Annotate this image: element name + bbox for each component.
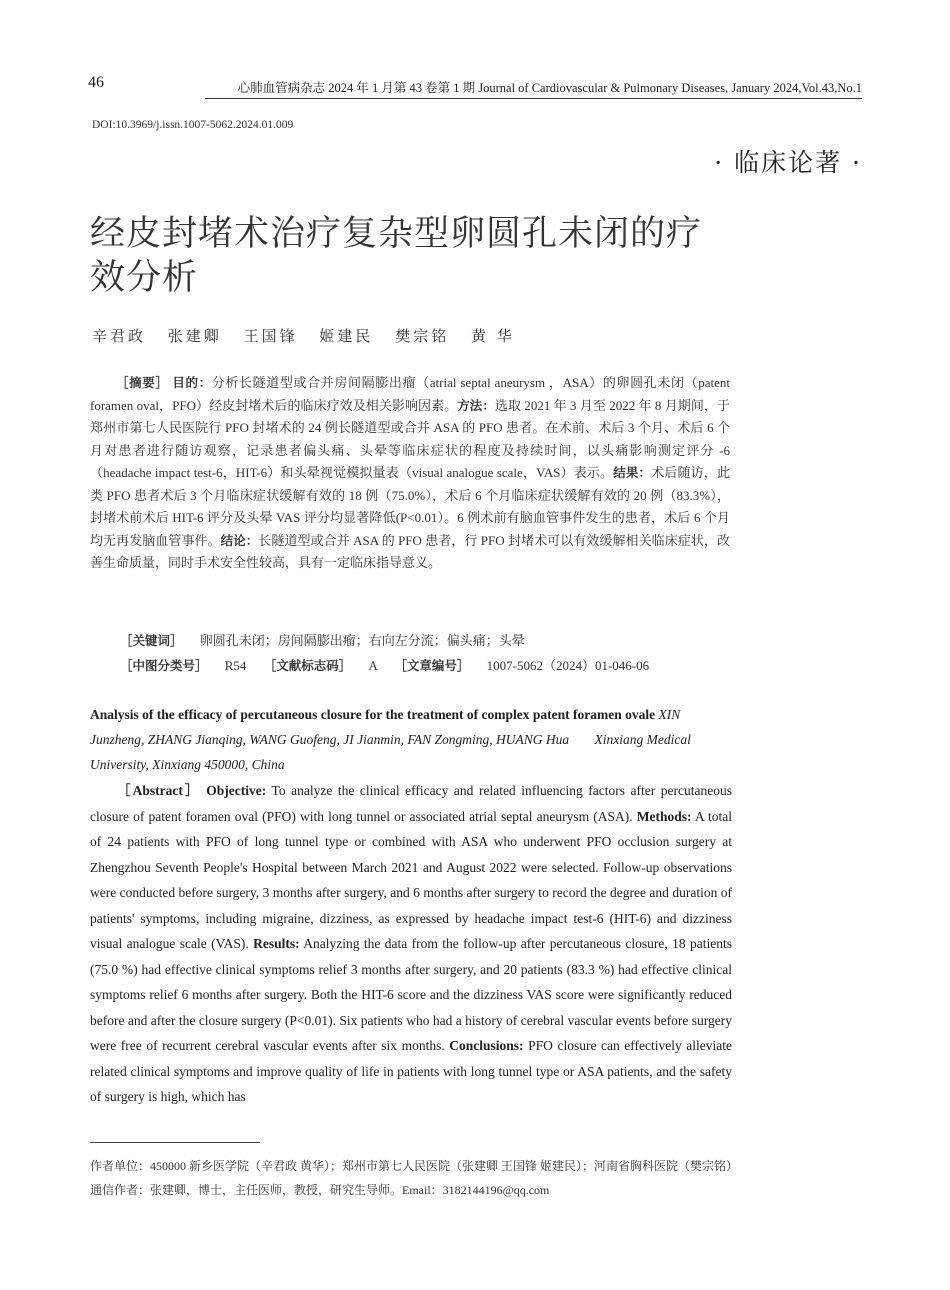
english-title: Analysis of the efficacy of percutaneous closure for the treatment of complex patent foramen ovale	[90, 707, 656, 722]
author: 张建卿	[167, 327, 222, 345]
abstract-label: ［摘要］	[116, 375, 169, 390]
author: 黄 华	[470, 327, 515, 345]
english-results-text: Analyzing the data from the follow-up after percutaneous closure, 18 patients (75.0 %) had effective clinical symptoms relief 3 months after surgery, and 20 patients (83.3 %) had effective clinical symptoms relief 6 months after surgery. Both the HIT-6 score and the dizziness VAS score were significantly reduced before and after the closure surgery (P<0.01). Six patients who had a history of cerebral vascular events before surgery were free of recurrent cerebral vascular events after six months.	[90, 936, 733, 1053]
objective-text: 分析长隧道型或合并房间隔膨出瘤（atrial septal aneurysm ，ASA）的卵圆孔未闭（patent foramen oval，PFO）经皮封堵术后的临床疗效及相关影响因素。	[90, 375, 730, 413]
objective-label: 目的：	[172, 375, 212, 390]
author: 王国锋	[243, 327, 298, 345]
english-methods-text: A total of 24 patients with PFO of long tunnel type or combined with ASA who underwent PFO occlusion surgery at Zhengzhou Seventh People's Hospital between March 2021 and August 2022 were selected. Follow-up observations were conducted before surgery, 3 months after surgery, and 6 months after surgery to record the degree and duration of patients' symptoms, including migraine, dizziness, as expressed by headache impact test-6 (HIT-6) and dizziness visual analogue scale (VAS).	[90, 808, 733, 951]
keywords-value: 卵圆孔未闭；房间隔膨出瘤；右向左分流；偏头痛；头晕	[199, 633, 525, 648]
footnote-affiliations: 作者单位：450000 新乡医学院（辛君政 黄华）；郑州市第七人民医院（张建卿 王国锋 姬建民）；河南省胸科医院（樊宗铭）	[90, 1159, 739, 1173]
conclusions-label: 结论：	[220, 532, 259, 548]
article-no-value: 1007-5062（2024）01-046-06	[486, 658, 650, 673]
section-label: · 临床论著 ·	[714, 148, 862, 177]
page-number: 46	[88, 74, 104, 91]
english-abstract-label: ［Abstract］	[117, 783, 201, 798]
doc-code-value: A	[368, 658, 378, 673]
footnote-divider	[90, 1142, 260, 1143]
english-objective-label: Objective:	[206, 783, 267, 798]
clc-value: R54	[224, 658, 247, 673]
abstract-english	[90, 778, 732, 1110]
keywords-line	[120, 630, 525, 649]
footnote-corresponding-author: 通信作者：张建卿，博士，主任医师，教授，研究生导师。Email：3182144196@qq.com	[90, 1183, 550, 1197]
clc-label: ［中图分类号］	[120, 658, 208, 673]
author: 樊宗铭	[395, 327, 450, 345]
abstract-chinese	[90, 372, 730, 575]
author: 辛君政	[92, 327, 147, 345]
results-text: 术后随访，此类 PFO 患者术后 3 个月临床症状缓解有效的 18 例（75.0%），术后 6 个月临床症状缓解有效的 20 例（83.3%），封堵术前术后 HIT-6 评分及头晕 VAS 评分均显著降低(P<0.01）。6 例术前有脑血管事件发生的患者，术后 6 个月均无再发脑血管事件。	[90, 465, 730, 548]
author-list	[92, 325, 529, 346]
english-objective-text: To analyze the clinical efficacy and related influencing factors after percutaneous closure of patent foramen oval (PFO) with long tunnel or associated atrial septal aneurysm (ASA).	[90, 783, 732, 824]
english-authors: XIN Junzheng, ZHANG Jianqing, WANG Guofeng, JI Jianmin, FAN Zongming, HUANG Hua	[90, 707, 681, 747]
results-label: 结果：	[613, 465, 652, 480]
doi[interactable]: DOI:10.3969/j.issn.1007-5062.2024.01.009	[92, 119, 294, 131]
conclusions-text: 长隧道型或合并 ASA 的 PFO 患者，行 PFO 封堵术可以有效缓解相关临床症状，改善生命质量，同时手术安全性较高，具有一定临床指导意义。	[90, 532, 730, 570]
article-no-label: ［文章编号］	[394, 658, 470, 673]
running-header: 心肺血管病杂志 2024 年 1 月第 43 卷第 1 期 Journal of Cardiovascular & Pulmonary Diseases, January 2024,Vol.43,No.1	[205, 78, 862, 99]
doc-code-label: ［文献标志码］	[263, 658, 352, 673]
english-title-block	[90, 702, 732, 777]
english-results-label: Results:	[253, 936, 300, 951]
author: 姬建民	[319, 327, 374, 345]
article-title: 经皮封堵术治疗复杂型卵圆孔未闭的疗效分析	[90, 214, 703, 298]
classification-line	[120, 655, 649, 674]
english-conclusions-label: Conclusions:	[449, 1038, 524, 1053]
english-methods-label: Methods:	[636, 808, 692, 824]
english-affiliation: Xinxiang Medical University, Xinxiang 450000, China	[90, 732, 691, 772]
methods-text: 选取 2021 年 3 月至 2022 年 8 月期间，于郑州市第七人民医院行 PFO 封堵术的 24 例长隧道型或合并 ASA 的 PFO 患者。在术前、术后 3 个月、术后 6 个月对患者进行随访观察，记录患者偏头痛、头晕等临床症状的程度及持续时间，以头痛影响测定评分 -6（headache impact test-6，HIT-6）和头晕视觉模拟量表（visual analogue scale，VAS）表示。	[90, 397, 730, 480]
keywords-label: ［关键词］	[120, 633, 183, 648]
methods-label: 方法：	[457, 397, 495, 413]
english-conclusions-text: PFO closure can effectively alleviate related clinical symptoms and improve quality of life in patients with long tunnel type or ASA patients, and the safety of surgery is high, which has	[90, 1038, 733, 1104]
